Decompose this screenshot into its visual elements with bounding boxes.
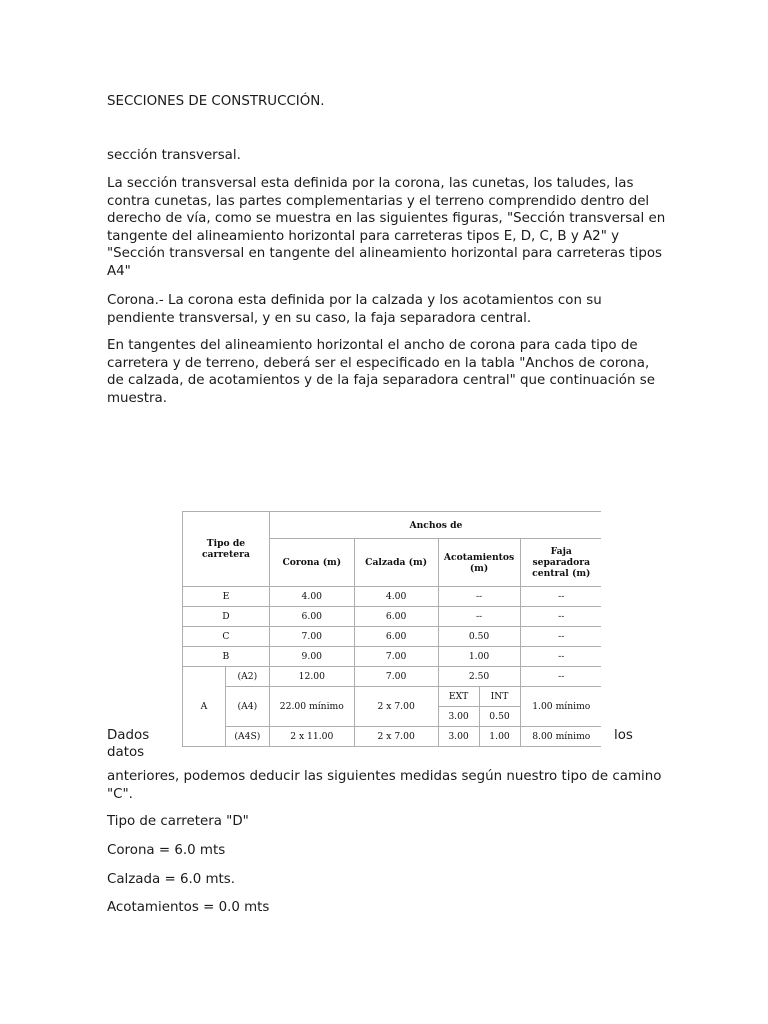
cell-corona: 9.00	[269, 647, 354, 667]
section-subtitle: sección transversal.	[107, 148, 241, 163]
cell-corona: 7.00	[269, 627, 354, 647]
cell-acot: --	[438, 607, 520, 627]
paragraph-corona: Corona.- La corona esta definida por la calzada y los acotamientos con su pendiente transversal, y en su caso, la faja separadora central.	[107, 293, 602, 326]
table-row	[183, 647, 603, 667]
cell-corona: 12.00	[269, 667, 354, 687]
paragraph-tangentes: En tangentes del alineamiento horizontal el ancho de corona para cada tipo de carretera y de terreno, deberá ser el especificado en la tabla "Anchos de corona, de calzada, de acotamientos y de la faja separadora central" que continuación se muestra.	[107, 338, 655, 406]
cell-ext-value: 3.00	[438, 707, 479, 727]
cell-faja: --	[520, 627, 602, 647]
cell-calzada: 4.00	[354, 587, 438, 607]
cell-calzada: 2 x 7.00	[354, 727, 438, 747]
cell-tipo-a: A	[183, 667, 226, 747]
header-anchos: Anchos de	[269, 512, 602, 539]
text-los: los	[614, 728, 633, 743]
table-row	[183, 627, 603, 647]
cell-corona: 22.00 mínimo	[269, 687, 354, 727]
cell-corona: 4.00	[269, 587, 354, 607]
paragraph-anteriores: anteriores, podemos deducir las siguientes medidas según nuestro tipo de camino "C".	[107, 769, 662, 802]
table-row	[183, 667, 603, 687]
cell-calzada: 7.00	[354, 647, 438, 667]
line-tipo-carretera: Tipo de carretera "D"	[107, 814, 249, 829]
cell-ext-label: EXT	[438, 687, 479, 707]
cell-calzada: 6.00	[354, 627, 438, 647]
table-row	[183, 687, 603, 707]
cell-tipo: D	[183, 607, 270, 627]
cell-int-value: 1.00	[479, 727, 520, 747]
header-tipo: Tipo de carretera	[183, 512, 270, 587]
cell-acot: --	[438, 587, 520, 607]
line-corona: Corona = 6.0 mts	[107, 843, 226, 858]
cell-int-label: INT	[479, 687, 520, 707]
anchos-table	[182, 511, 602, 747]
cell-faja: 1.00 mínimo	[520, 687, 602, 727]
cell-calzada: 6.00	[354, 607, 438, 627]
header-calzada: Calzada (m)	[354, 539, 438, 587]
cell-subtipo: (A4)	[225, 687, 269, 727]
cell-faja: --	[520, 647, 602, 667]
cell-acot: 1.00	[438, 647, 520, 667]
cell-faja: --	[520, 667, 602, 687]
cell-acot: 2.50	[438, 667, 520, 687]
cell-tipo: C	[183, 627, 270, 647]
header-corona: Corona (m)	[269, 539, 354, 587]
text-datos: datos	[107, 745, 145, 760]
cell-subtipo: (A2)	[225, 667, 269, 687]
table-row	[183, 727, 603, 747]
cell-int-value: 0.50	[479, 707, 520, 727]
table-row	[183, 587, 603, 607]
header-faja: Faja separadora central (m)	[520, 539, 602, 587]
cell-tipo: E	[183, 587, 270, 607]
cell-acot: 0.50	[438, 627, 520, 647]
line-calzada: Calzada = 6.0 mts.	[107, 872, 236, 887]
cell-calzada: 2 x 7.00	[354, 687, 438, 727]
cell-subtipo: (A4S)	[225, 727, 269, 747]
table-row	[183, 607, 603, 627]
page-title: SECCIONES DE CONSTRUCCIÓN.	[107, 94, 325, 109]
cell-faja: --	[520, 607, 602, 627]
cell-tipo: B	[183, 647, 270, 667]
header-acotamientos: Acotamientos (m)	[438, 539, 520, 587]
table-right-crop	[601, 505, 609, 750]
cell-corona: 2 x 11.00	[269, 727, 354, 747]
cell-ext-value: 3.00	[438, 727, 479, 747]
cell-calzada: 7.00	[354, 667, 438, 687]
line-acotamientos: Acotamientos = 0.0 mts	[107, 900, 270, 915]
paragraph-seccion: La sección transversal esta definida por la corona, las cunetas, los taludes, las contra cunetas, las partes complementarias y el terreno comprendido dentro del derecho de vía, como se muestra en las siguientes figuras, "Sección transversal en tangente del alineamiento horizontal para carreteras tipos E, D, C, B y A2" y "Sección transversal en tangente del alineamiento horizontal para carreteras tipos A4"	[107, 176, 666, 279]
text-dados: Dados	[107, 728, 150, 743]
cell-faja: --	[520, 587, 602, 607]
cell-corona: 6.00	[269, 607, 354, 627]
cell-faja: 8.00 mínimo	[520, 727, 602, 747]
